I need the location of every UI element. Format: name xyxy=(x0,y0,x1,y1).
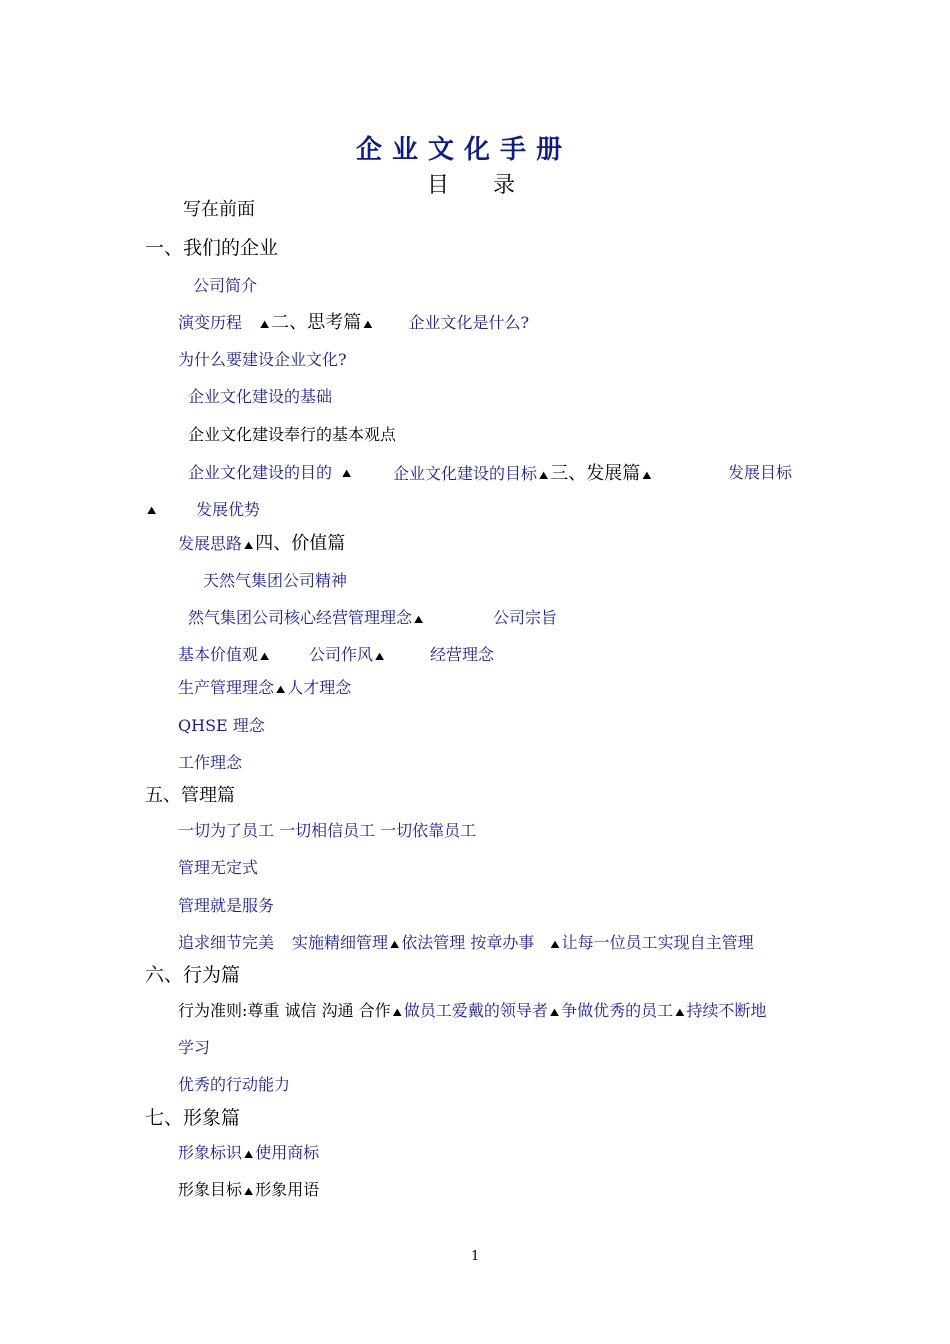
mountain-bullet-icon: ⛰ xyxy=(675,1006,685,1019)
toc-section-3-heading[interactable]: 三、发展篇 xyxy=(550,463,641,484)
toc-item[interactable]: 企业文化建设的基础 xyxy=(188,387,333,406)
mountain-bullet-icon: ⛰ xyxy=(147,504,157,517)
mountain-bullet-icon: ⛰ xyxy=(550,938,560,951)
toc-item[interactable]: 工作理念 xyxy=(178,753,243,772)
toc-item[interactable]: 演变历程 xyxy=(178,313,243,332)
toc-item[interactable]: 基本价值观 xyxy=(178,645,259,664)
toc-section-5-heading[interactable]: 五、管理篇 xyxy=(145,785,235,806)
toc-line xyxy=(178,935,754,951)
toc-item[interactable]: 管理就是服务 xyxy=(178,896,275,915)
toc-item[interactable]: 优秀的行动能力 xyxy=(178,1075,291,1094)
mountain-bullet-icon: ⛰ xyxy=(392,1006,402,1019)
mountain-bullet-icon: ⛰ xyxy=(244,1148,254,1161)
toc-line xyxy=(393,465,654,483)
document-title: 企业文化手册 xyxy=(356,135,573,165)
toc-heading: 目 录 xyxy=(427,173,516,198)
toc-item[interactable]: QHSE 理念 xyxy=(178,716,265,735)
toc-item[interactable]: 企业文化建设的目标 xyxy=(393,464,538,483)
toc-item[interactable]: 让每一位员工实现自主管理 xyxy=(561,933,754,952)
toc-line xyxy=(309,647,386,663)
toc-item[interactable]: 公司宗旨 xyxy=(493,608,558,627)
toc-item[interactable]: 做员工爱戴的领导者 xyxy=(403,1001,548,1020)
toc-item[interactable]: 争做优秀的员工 xyxy=(561,1001,674,1020)
toc-item[interactable]: 行为准则:尊重 诚信 沟通 合作 xyxy=(178,1001,391,1020)
mountain-bullet-icon: ⛰ xyxy=(363,318,373,331)
mountain-bullet-icon: ⛰ xyxy=(244,539,254,552)
toc-item[interactable]: 实施精细管理 xyxy=(292,933,389,952)
toc-item[interactable]: 天然气集团公司精神 xyxy=(203,571,348,590)
toc-item[interactable]: 使用商标 xyxy=(255,1143,320,1162)
toc-section-1-heading[interactable]: 一、我们的企业 xyxy=(145,237,279,259)
mountain-bullet-icon: ⛰ xyxy=(244,1185,254,1198)
toc-line xyxy=(188,610,425,626)
mountain-bullet-icon: ⛰ xyxy=(342,467,352,480)
toc-item[interactable]: 为什么要建设企业文化? xyxy=(178,350,347,369)
toc-line xyxy=(178,1182,319,1198)
toc-item[interactable]: 发展思路 xyxy=(178,534,243,553)
toc-item[interactable]: 持续不断地 xyxy=(686,1001,767,1020)
toc-line xyxy=(178,1145,319,1161)
toc-line xyxy=(178,680,351,696)
toc-item[interactable]: 人才理念 xyxy=(287,678,352,697)
toc-item[interactable]: 管理无定式 xyxy=(178,858,259,877)
toc-item[interactable]: 依法管理 按章办事 xyxy=(401,933,535,952)
toc-item[interactable]: 形象目标 xyxy=(178,1180,243,1199)
toc-line xyxy=(178,535,345,553)
toc-item[interactable]: 经营理念 xyxy=(430,645,495,664)
toc-item[interactable]: 公司简介 xyxy=(193,276,258,295)
toc-item[interactable]: 然气集团公司核心经营管理理念 xyxy=(188,608,413,627)
toc-item[interactable]: 形象标识 xyxy=(178,1143,243,1162)
mountain-bullet-icon: ⛰ xyxy=(260,318,270,331)
toc-item[interactable]: 企业文化是什么? xyxy=(408,313,530,332)
mountain-bullet-icon: ⛰ xyxy=(539,469,549,482)
mountain-bullet-icon: ⛰ xyxy=(375,650,385,663)
toc-line xyxy=(178,647,271,663)
mountain-bullet-icon: ⛰ xyxy=(549,1006,560,1019)
toc-item[interactable]: 一切为了员工 一切相信员工 一切依靠员工 xyxy=(178,821,477,840)
mountain-bullet-icon: ⛰ xyxy=(276,683,286,696)
toc-item[interactable]: 生产管理理念 xyxy=(178,678,275,697)
toc-line xyxy=(178,314,529,332)
toc-item[interactable]: 学习 xyxy=(178,1038,211,1057)
mountain-bullet-icon: ⛰ xyxy=(414,613,424,626)
toc-preface[interactable]: 写在前面 xyxy=(183,199,255,220)
mountain-bullet-icon: ⛰ xyxy=(260,650,270,663)
toc-section-4-heading[interactable]: 四、价值篇 xyxy=(255,533,346,554)
page-number: 1 xyxy=(471,1249,480,1264)
mountain-bullet-icon: ⛰ xyxy=(390,938,400,951)
toc-section-7-heading[interactable]: 七、形象篇 xyxy=(145,1107,241,1129)
toc-item[interactable]: 企业文化建设的目的 xyxy=(188,463,333,482)
toc-item[interactable]: 追求细节完美 xyxy=(178,933,275,952)
toc-section-6-heading[interactable]: 六、行为篇 xyxy=(145,964,241,986)
toc-item[interactable]: 企业文化建设奉行的基本观点 xyxy=(188,425,397,444)
mountain-bullet-icon: ⛰ xyxy=(642,469,652,482)
toc-section-2-heading[interactable]: 二、思考篇 xyxy=(271,312,362,333)
toc-line xyxy=(178,1003,766,1019)
toc-item[interactable]: 形象用语 xyxy=(255,1180,320,1199)
toc-item[interactable]: 公司作风 xyxy=(309,645,374,664)
toc-item[interactable]: 发展优势 xyxy=(196,500,261,519)
toc-item[interactable]: 发展目标 xyxy=(728,463,793,482)
